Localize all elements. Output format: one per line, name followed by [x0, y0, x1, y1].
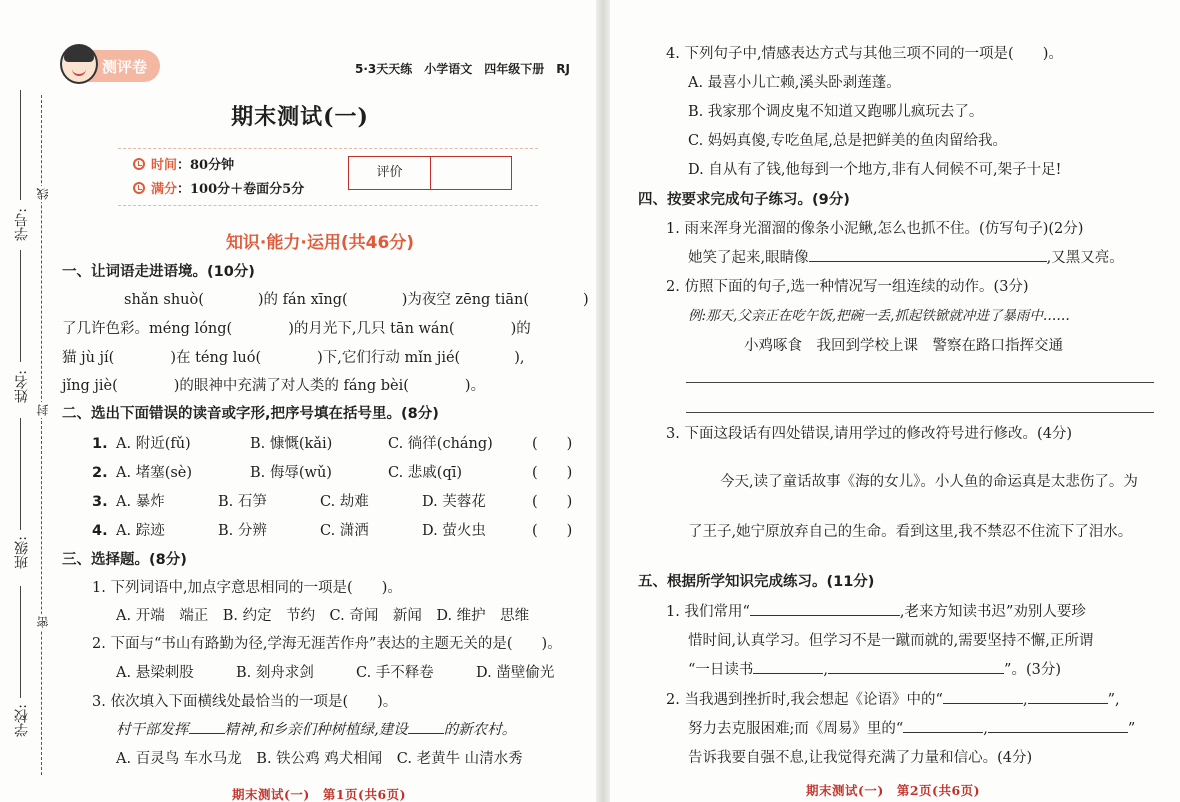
q2-answer-4[interactable]: ( ): [532, 523, 573, 539]
sec5-heading: 五、根据所学知识完成练习。(11分): [638, 574, 875, 590]
q3-question-1: 1. 下列词语中,加点字意思相同的一项是( )。: [92, 580, 402, 596]
name-blank[interactable]: [20, 250, 21, 362]
sec4-blank-1[interactable]: [809, 261, 1047, 262]
sec5-line-2: 惜时间,认真学习。但学习不是一蹴而就的,需要坚持不懈,正所谓: [688, 633, 1094, 649]
sec4-question-3: 3. 下面这段话有四处错误,请用学过的修改符号进行修改。(4分): [666, 426, 1073, 442]
sec4-fill-line: 她笑了起来,眼睛像 ,又黑又亮。: [688, 250, 1124, 266]
sec4-question-1: 1. 雨来浑身光溜溜的像条小泥鳅,怎么也抓不住。(仿写句子)(2分): [666, 221, 1084, 237]
class-blank[interactable]: [20, 418, 21, 530]
name-label: 姓名:: [14, 370, 30, 403]
left-footer: 期末测试(一) 第1页(共6页): [232, 787, 407, 802]
right-page: [610, 0, 1180, 802]
q4-question: 4. 下列句子中,情感表达方式与其他三项不同的一项是( )。: [666, 46, 1063, 62]
sec5-line-6: 告诉我要自强不息,让我觉得充满了力量和信心。(4分): [688, 750, 1033, 766]
q4-option-d: D. 自从有了钱,他每到一个地方,非有人伺候不可,架子十足!: [688, 162, 1062, 178]
q1-line-3: 猫 jù jí( )在 téng luó( )下,它们行动 mǐn jié( ),: [62, 350, 525, 366]
evaluation-field[interactable]: [431, 157, 511, 189]
sec5-line-3: “一日读书 , ”。(3分): [688, 662, 1061, 678]
q1-line-1: shǎn shuò( )的 fán xīng( )为夜空 zēng tiān( ): [124, 292, 589, 308]
q3-question-3: 3. 依次填入下面横线处最恰当的一项是( )。: [92, 694, 398, 710]
page-gutter: [596, 0, 610, 802]
left-page: 学号: 线 姓名: 封 班级: 密 学校: 测评卷 5·3天天练 小学语文 四年级下册 RJ 期末测试(一) 时间：80分钟 满分：100分＋卷面分5分 评价 知识·能力·运用(共46分) 一、让词语走进语境。(10分) shǎn shuò( )的 fán xīng( )为夜空 zēng tiān( ) 了几许色彩。méng lóng( )的月光下,几只 tān wán( )的 猫 jù jí( )在 téng luó( )下,它们行动 mǐn jié( ), jǐng jiè( )的眼神中充满了对人类的 fáng bèi( )。 二、选出下面错误的读音或字形,把序号填在括号里。(8分) 1. A. 附近(fǔ) B. 慷慨(kǎi) C. 徜徉(cháng) ( ) 2. A. 堵塞(sè) B. 侮辱(wǔ) C. 悲戚(qī) ( ) 3. A. 暴炸 B. 石笋 C. 劫难 D. 芙蓉花 ( ) 4. A. 踪迹 B. 分辨 C. 潇洒 D. 萤火虫 ( ) 三、选择题。(8分) 1. 下列词语中,加点字意思相同的一项是( )。 A. 开端 端正 B. 约定 节约 C. 奇闻 新闻 D. 维护 思维 2. 下面与“书山有路勤为径,学海无涯苦作舟”表达的主题无关的是( )。 A. 悬梁刺股 B. 刻舟求剑 C. 手不释卷 D. 凿壁偷光 3. 依次填入下面横线处最恰当的一项是( )。 村干部发挥 精神,和乡亲们种树植绿,建设 的新农村。 A. 百灵鸟 车水马龙 B. 铁公鸡 鸡犬相闻 C. 老黄牛 山清水秀 期末测试(一) 第1页(共6页): [0, 0, 600, 802]
class-label: 班级:: [14, 536, 30, 569]
time-info: 时间：80分钟: [133, 154, 234, 173]
sec5-blank-7[interactable]: [988, 732, 1128, 733]
sec4-heading: 四、按要求完成句子练习。(9分): [638, 192, 850, 208]
q3-options-3: A. 百灵鸟 车水马龙 B. 铁公鸡 鸡犬相闻 C. 老黄牛 山清水秀: [116, 751, 523, 767]
sec4-choices: 小鸡啄食 我回到学校上课 警察在路口指挥交通: [744, 338, 1063, 354]
sec4-answer-line-2[interactable]: [686, 412, 1154, 413]
assessment-tag: [64, 50, 160, 82]
clock-icon: [133, 158, 145, 170]
student-face-icon: [60, 44, 98, 84]
school-label: 学校:: [14, 704, 30, 737]
sec4-paragraph-2: 了王子,她宁原放弃自己的生命。看到这里,我不禁忍不住流下了泪水。: [688, 524, 1133, 540]
q3-heading: 三、选择题。(8分): [62, 552, 187, 568]
header-info: 5·3天天练 小学语文 四年级下册 RJ: [355, 62, 570, 76]
q3-blank-2[interactable]: [408, 733, 444, 734]
score-info: 满分：100分＋卷面分5分: [133, 178, 304, 197]
q3-question-2: 2. 下面与“书山有路勤为径,学海无涯苦作舟”表达的主题无关的是( )。: [92, 636, 562, 652]
section-title: 知识·能力·运用(共46分): [225, 233, 415, 253]
q2-answer-2[interactable]: ( ): [532, 465, 573, 481]
sec5-blank-6[interactable]: [903, 732, 983, 733]
q2-answer-1[interactable]: ( ): [532, 436, 573, 452]
sec5-line-1: 1. 我们常用“ ,老来方知读书迟”劝别人要珍: [666, 604, 1086, 620]
q2-answer-3[interactable]: ( ): [532, 494, 573, 510]
sec5-line-4: 2. 当我遇到挫折时,我会想起《论语》中的“ , ”,: [666, 692, 1120, 708]
q4-option-b: B. 我家那个调皮鬼不知道又跑哪儿疯玩去了。: [688, 104, 984, 120]
binding-mark-seal: 封: [36, 404, 50, 416]
q4-option-c: C. 妈妈真傻,专吃鱼尾,总是把鲜美的鱼肉留给我。: [688, 133, 1008, 149]
binding-mark-secret: 密: [36, 616, 50, 628]
student-id-label: 学号:: [14, 208, 30, 241]
q3-fill-sentence: 村干部发挥 精神,和乡亲们种树植绿,建设 的新农村。: [116, 722, 517, 738]
q2-heading: 二、选出下面错误的读音或字形,把序号填在括号里。(8分): [62, 406, 439, 422]
sec5-blank-3[interactable]: [828, 673, 1004, 674]
evaluation-label: 评价: [349, 157, 431, 189]
q1-heading: 一、让词语走进语境。(10分): [62, 264, 255, 280]
sec5-blank-1[interactable]: [750, 615, 900, 616]
q3-options-1: A. 开端 端正 B. 约定 节约 C. 奇闻 新闻 D. 维护 思维: [116, 608, 530, 624]
check-circle-icon: [133, 182, 145, 194]
evaluation-box: [348, 156, 512, 190]
sec5-blank-2[interactable]: [753, 673, 823, 674]
sec4-example: 例:那天,父亲正在吃午饭,把碗一丢,抓起铁锨就冲进了暴雨中……: [688, 308, 1070, 324]
sec5-blank-4[interactable]: [943, 703, 1023, 704]
right-footer: 期末测试(一) 第2页(共6页): [806, 783, 981, 798]
tag-label: 测评卷: [102, 58, 148, 76]
sec5-blank-5[interactable]: [1028, 703, 1108, 704]
sec4-paragraph-1: 今天,读了童话故事《海的女儿》。小人鱼的命运真是太悲伤了。为: [720, 474, 1138, 490]
sec4-question-2: 2. 仿照下面的句子,选一种情况写一组连续的动作。(3分): [666, 279, 1029, 295]
sec4-answer-line-1[interactable]: [686, 382, 1154, 383]
q1-line-4: jǐng jiè( )的眼神中充满了对人类的 fáng bèi( )。: [62, 378, 486, 394]
q1-line-2: 了几许色彩。méng lóng( )的月光下,几只 tān wán( )的: [62, 321, 531, 337]
q3-blank-1[interactable]: [189, 733, 225, 734]
binding-mark-line: 线: [36, 188, 50, 200]
q4-option-a: A. 最喜小儿亡赖,溪头卧剥莲蓬。: [688, 75, 901, 91]
school-blank[interactable]: [20, 586, 21, 698]
page-title: 期末测试(一): [231, 104, 369, 130]
sec5-line-5: 努力去克服困难;而《周易》里的“ , ”: [688, 721, 1136, 737]
